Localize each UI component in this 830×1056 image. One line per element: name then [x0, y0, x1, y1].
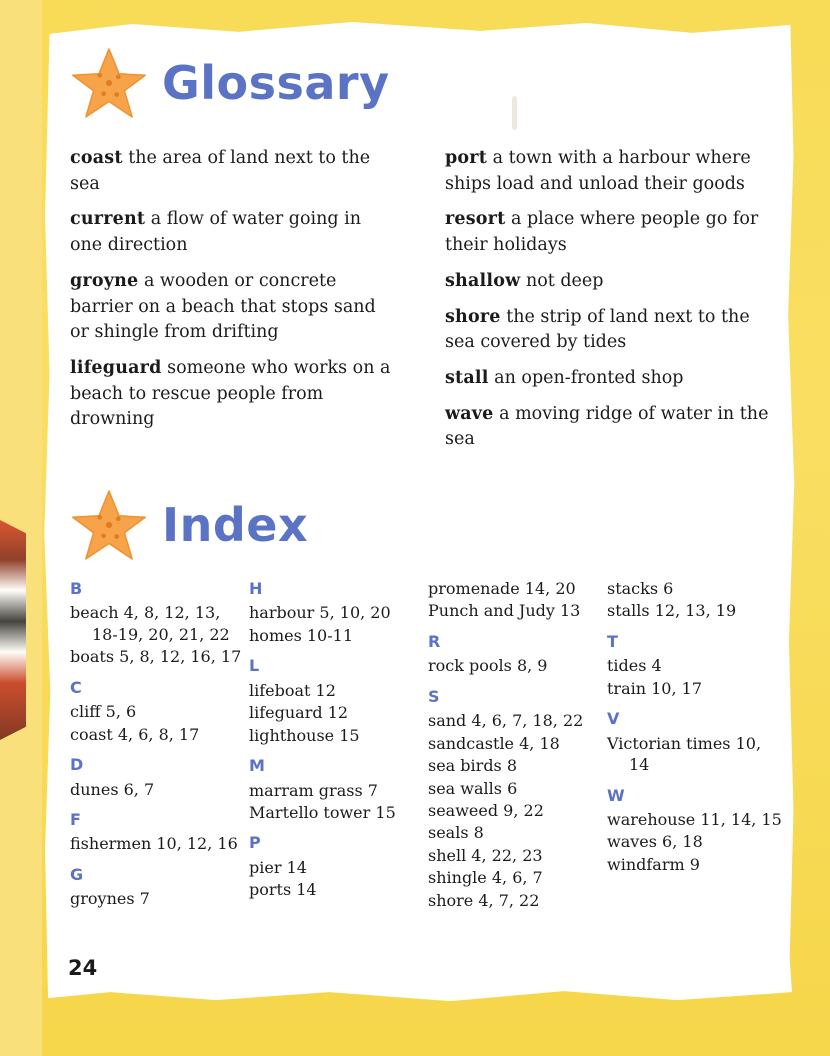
index-entry: beach 4, 8, 12, 13, 18-19, 20, 21, 22 — [70, 603, 230, 644]
index-entry: dunes 6, 7 — [70, 779, 155, 799]
index-letter: L — [249, 656, 260, 676]
index-column-3 — [428, 578, 607, 912]
index-entry: sea birds 8 — [428, 756, 518, 776]
index-letter: S — [428, 686, 440, 706]
glossary-entry — [70, 146, 395, 197]
index-letter: B — [70, 579, 83, 598]
index-entry: Punch and Judy 13 — [428, 601, 581, 621]
glossary-definition: the strip of land next to the sea covered by tides — [445, 306, 750, 353]
page-content — [42, 18, 798, 1008]
glossary-entry — [445, 207, 770, 258]
glossary-entry — [445, 305, 770, 356]
index-letter: M — [249, 756, 265, 776]
index-entry: lifeguard 12 — [249, 703, 349, 723]
index-letter: R — [428, 631, 441, 651]
index-letter: G — [70, 864, 84, 884]
index-entry: train 10, 17 — [607, 678, 703, 698]
glossary-column-right — [445, 146, 770, 463]
glossary-definition: a place where people go for their holidays — [445, 209, 759, 256]
glossary-term: stall — [445, 368, 489, 389]
index-letter: V — [607, 709, 620, 729]
index-letter: H — [249, 579, 263, 598]
index-letter: D — [70, 755, 84, 775]
glossary-term: shallow — [445, 270, 521, 291]
glossary-definition: not deep — [525, 270, 604, 291]
glossary-term: port — [445, 148, 488, 168]
glossary-entry — [70, 207, 395, 258]
glossary-definition: a wooden or concrete barrier on a beach that stops sand or shingle from drifting — [70, 270, 376, 343]
index-entry: waves 6, 18 — [607, 832, 703, 852]
glossary-columns — [70, 146, 770, 463]
index-entry: lifeboat 12 — [249, 680, 336, 700]
index-column-4 — [607, 578, 786, 912]
starfish-icon — [70, 46, 148, 120]
index-letter: C — [70, 677, 82, 697]
index-entry: Victorian times 10, 14 — [607, 733, 762, 775]
glossary-definition: a moving ridge of water in the sea — [445, 403, 769, 450]
glossary-entry — [445, 146, 770, 197]
index-entry: groynes 7 — [70, 889, 150, 909]
glossary-term: shore — [445, 306, 501, 327]
glossary-column-left — [70, 146, 395, 463]
glossary-entry — [445, 402, 770, 453]
index-entry: boats 5, 8, 12, 16, 17 — [70, 647, 242, 667]
index-columns — [70, 578, 786, 912]
index-entry: sandcastle 4, 18 — [428, 733, 560, 753]
glossary-term: wave — [445, 403, 494, 424]
index-entry: sand 4, 6, 7, 18, 22 — [428, 711, 584, 731]
index-entry: Martello tower 15 — [249, 802, 396, 822]
glossary-term: coast — [70, 148, 123, 168]
glossary-definition: an open-fronted shop — [494, 368, 684, 389]
page-number: 24 — [68, 956, 98, 980]
index-entry: seaweed 9, 22 — [428, 800, 544, 820]
index-column-1 — [70, 578, 249, 912]
index-letter: P — [249, 833, 261, 853]
index-heading — [70, 488, 308, 562]
glossary-definition: the area of land next to the sea — [70, 148, 371, 194]
glossary-term: lifeguard — [70, 358, 162, 379]
index-entry: coast 4, 6, 8, 17 — [70, 724, 200, 744]
glossary-term: groyne — [70, 270, 139, 291]
index-letter: T — [607, 631, 618, 651]
glossary-heading — [70, 46, 390, 120]
book-spine-marker — [0, 520, 26, 740]
index-entry: shore 4, 7, 22 — [428, 890, 540, 910]
index-title: Index — [162, 498, 309, 552]
paper-smudge — [512, 96, 517, 130]
glossary-title: Glossary — [162, 56, 390, 110]
index-entry: marram grass 7 — [249, 780, 378, 800]
index-entry: homes 10-11 — [249, 625, 353, 645]
index-entry: rock pools 8, 9 — [428, 656, 548, 676]
index-entry: harbour 5, 10, 20 — [249, 603, 391, 623]
index-entry: promenade 14, 20 — [428, 579, 576, 598]
index-entry: sea walls 6 — [428, 778, 518, 798]
index-letter: W — [607, 785, 625, 805]
index-entry: shingle 4, 6, 7 — [428, 868, 543, 888]
index-entry: tides 4 — [607, 656, 662, 676]
index-entry: ports 14 — [249, 880, 317, 900]
index-entry: seals 8 — [428, 823, 484, 843]
glossary-entry — [70, 356, 395, 433]
glossary-entry — [445, 366, 770, 392]
index-letter: F — [70, 809, 81, 829]
index-entry: fishermen 10, 12, 16 — [70, 834, 238, 854]
index-entry: shell 4, 22, 23 — [428, 845, 543, 865]
starfish-icon — [70, 488, 148, 562]
index-entry: stacks 6 — [607, 579, 674, 598]
index-entry: pier 14 — [249, 857, 307, 877]
glossary-term: current — [70, 209, 146, 230]
index-entry: cliff 5, 6 — [70, 702, 137, 722]
glossary-entry — [70, 269, 395, 346]
glossary-definition: a town with a harbour where ships load and unload their goods — [445, 148, 751, 194]
glossary-definition: someone who works on a beach to rescue people from drowning — [70, 358, 391, 430]
index-column-2 — [249, 578, 428, 912]
glossary-entry — [445, 269, 770, 295]
index-entry: windfarm 9 — [607, 854, 700, 874]
glossary-term: resort — [445, 209, 506, 230]
index-entry: warehouse 11, 14, 15 — [607, 809, 782, 829]
index-entry: stalls 12, 13, 19 — [607, 601, 737, 621]
index-entry: lighthouse 15 — [249, 725, 360, 745]
glossary-definition: a flow of water going in one direction — [70, 209, 362, 256]
